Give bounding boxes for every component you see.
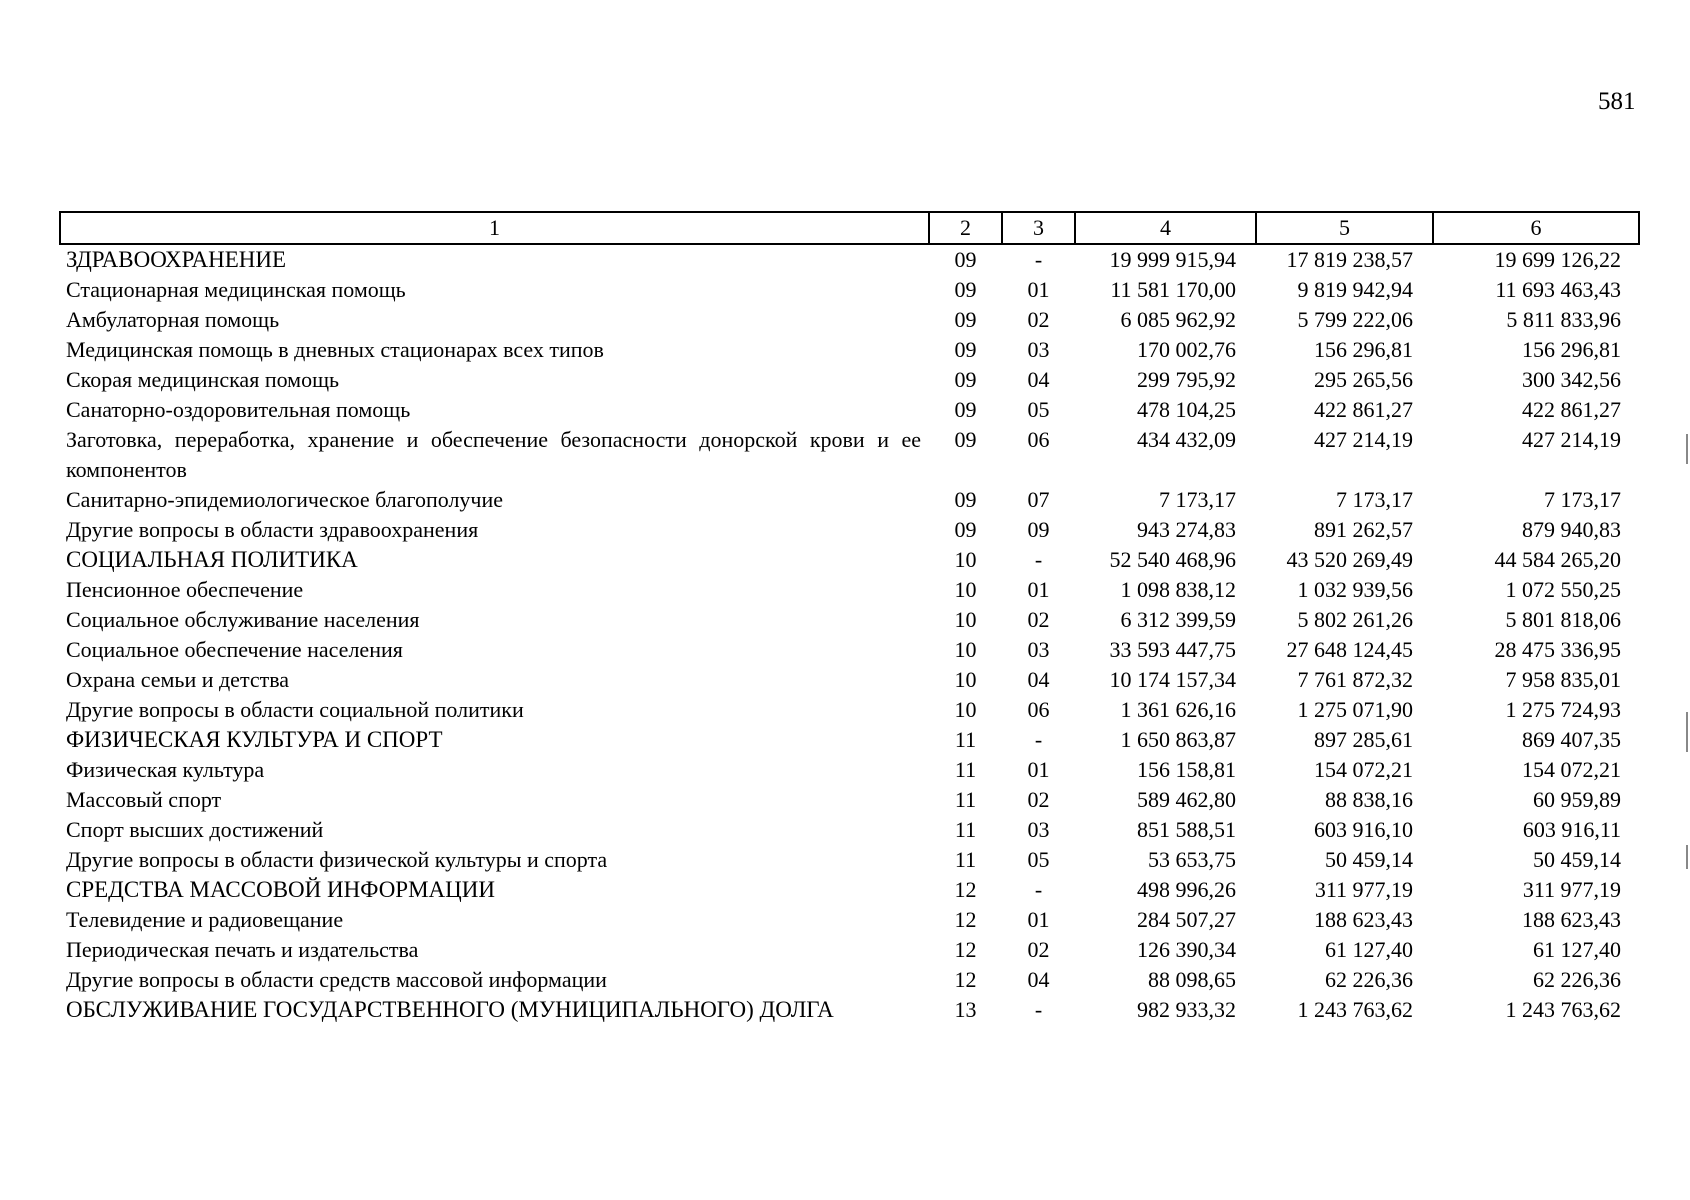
row-name: Скорая медицинская помощь: [66, 367, 340, 392]
row-name-cell: [60, 845, 929, 875]
section-code: 12: [954, 967, 977, 992]
section-code: 09: [954, 247, 977, 272]
subsection-code: -: [1034, 547, 1043, 572]
section-code: 11: [954, 757, 977, 782]
amount-col-6: 61 127,40: [1533, 937, 1621, 962]
subsection-code: 04: [1027, 967, 1050, 992]
section-code: 10: [954, 697, 977, 722]
amount-col-4: 10 174 157,34: [1109, 667, 1236, 692]
section-title: СРЕДСТВА МАССОВОЙ ИНФОРМАЦИИ: [66, 877, 495, 902]
row-name: Охрана семьи и детства: [66, 667, 290, 692]
amount-col-6: 62 226,36: [1533, 967, 1621, 992]
row-name: Стационарная медицинская помощь: [66, 277, 406, 302]
row-name-cell: [60, 815, 929, 845]
amount-col-6: 603 916,11: [1522, 817, 1621, 842]
amount-col-4: 156 158,81: [1137, 757, 1236, 782]
amount-col-4: 33 593 447,75: [1109, 637, 1236, 662]
section-code: 10: [954, 547, 977, 572]
amount-col-6: 1 072 550,25: [1505, 577, 1621, 602]
amount-col-4: 126 390,34: [1137, 937, 1236, 962]
amount-col-6: 1 275 724,93: [1505, 697, 1621, 722]
table-row: [60, 425, 1639, 485]
subsection-code: -: [1034, 997, 1043, 1022]
amount-col-4: 52 540 468,96: [1109, 547, 1236, 572]
amount-col-4: 88 098,65: [1148, 967, 1236, 992]
amount-col-4: 11 581 170,00: [1110, 277, 1236, 302]
table-row: [60, 575, 1639, 605]
amount-col-5: 1 243 763,62: [1297, 997, 1413, 1022]
subsection-code: 01: [1027, 757, 1050, 782]
page-number: 581: [1598, 88, 1636, 115]
table-row: [60, 365, 1639, 395]
amount-col-6: 50 459,14: [1533, 847, 1621, 872]
row-name-cell: [60, 695, 929, 725]
table-row: [60, 965, 1639, 995]
row-name-cell: [60, 875, 929, 905]
row-name-cell: [60, 305, 929, 335]
section-title: ОБСЛУЖИВАНИЕ ГОСУДАРСТВЕННОГО (МУНИЦИПАЛЬНОГО) ДОЛГА: [66, 997, 834, 1022]
row-name-cell: [60, 755, 929, 785]
subsection-code: 01: [1027, 577, 1050, 602]
table-row: [60, 815, 1639, 845]
row-name: Социальное обеспечение населения: [66, 637, 403, 662]
section-code: 11: [954, 787, 977, 812]
table-body: [60, 244, 1639, 1025]
subsection-code: 01: [1027, 277, 1050, 302]
budget-table: [59, 211, 1640, 1025]
section-code: 09: [954, 307, 977, 332]
subsection-code: 04: [1027, 667, 1050, 692]
section-code: 09: [954, 487, 977, 512]
amount-col-6: 28 475 336,95: [1494, 637, 1621, 662]
amount-col-4: 284 507,27: [1137, 907, 1236, 932]
subsection-code: 01: [1027, 907, 1050, 932]
subsection-code: 02: [1027, 307, 1050, 332]
row-name: Телевидение и радиовещание: [66, 907, 344, 932]
row-name-cell: [60, 725, 929, 755]
amount-col-6: 60 959,89: [1533, 787, 1621, 812]
subsection-code: 05: [1027, 847, 1050, 872]
row-name: Спорт высших достижений: [66, 817, 324, 842]
amount-col-4: 7 173,17: [1159, 487, 1236, 512]
subsection-code: -: [1034, 877, 1043, 902]
row-name: Периодическая печать и издательства: [66, 937, 419, 962]
amount-col-6: 154 072,21: [1522, 757, 1621, 782]
section-title: ФИЗИЧЕСКАЯ КУЛЬТУРА И СПОРТ: [66, 727, 443, 752]
subsection-code: 07: [1027, 487, 1050, 512]
subsection-code: 06: [1027, 697, 1050, 722]
subsection-code: 02: [1027, 607, 1050, 632]
row-name-cell: [60, 515, 929, 545]
amount-col-6: 422 861,27: [1522, 397, 1621, 422]
section-code: 12: [954, 877, 977, 902]
amount-col-5: 188 623,43: [1314, 907, 1413, 932]
margin-mark: [1686, 712, 1688, 752]
amount-col-5: 422 861,27: [1314, 397, 1413, 422]
section-title: СОЦИАЛЬНАЯ ПОЛИТИКА: [66, 547, 358, 572]
row-name-cell: [60, 365, 929, 395]
amount-col-5: 295 265,56: [1314, 367, 1413, 392]
amount-col-6: 7 173,17: [1544, 487, 1621, 512]
table-row: [60, 485, 1639, 515]
table-row: [60, 305, 1639, 335]
header-row: [60, 212, 1639, 244]
subsection-code: 05: [1027, 397, 1050, 422]
row-name-cell: [60, 935, 929, 965]
amount-col-5: 61 127,40: [1325, 937, 1413, 962]
row-name: Другие вопросы в области здравоохранения: [66, 517, 479, 542]
row-name-cell: [60, 275, 929, 305]
amount-col-4: 299 795,92: [1137, 367, 1236, 392]
amount-col-6: 427 214,19: [1522, 427, 1621, 452]
section-row: [60, 725, 1639, 755]
margin-mark: [1686, 434, 1688, 464]
amount-col-6: 300 342,56: [1522, 367, 1621, 392]
section-code: 09: [954, 367, 977, 392]
table-row: [60, 935, 1639, 965]
row-name-cell: [60, 635, 929, 665]
section-row: [60, 995, 1639, 1025]
amount-col-5: 5 799 222,06: [1297, 307, 1413, 332]
row-name-cell: [60, 965, 929, 995]
section-code: 11: [954, 847, 977, 872]
row-name-cell: [60, 665, 929, 695]
section-code: 13: [954, 997, 977, 1022]
amount-col-4: 943 274,83: [1137, 517, 1236, 542]
table-row: [60, 605, 1639, 635]
amount-col-5: 7 761 872,32: [1297, 667, 1413, 692]
amount-col-5: 88 838,16: [1325, 787, 1413, 812]
amount-col-6: 11 693 463,43: [1495, 277, 1621, 302]
amount-col-6: 5 811 833,96: [1506, 307, 1621, 332]
amount-col-5: 17 819 238,57: [1286, 247, 1413, 272]
section-code: 10: [954, 667, 977, 692]
amount-col-5: 311 977,19: [1314, 877, 1413, 902]
amount-col-4: 1 361 626,16: [1120, 697, 1236, 722]
row-name: Другие вопросы в области социальной политики: [66, 697, 524, 722]
row-name: Амбулаторная помощь: [66, 307, 280, 332]
amount-col-6: 156 296,81: [1522, 337, 1621, 362]
table-row: [60, 635, 1639, 665]
row-name-cell: [60, 395, 929, 425]
amount-col-6: 869 407,35: [1522, 727, 1621, 752]
amount-col-5: 427 214,19: [1314, 427, 1413, 452]
section-code: 10: [954, 577, 977, 602]
amount-col-4: 1 098 838,12: [1120, 577, 1236, 602]
section-row: [60, 244, 1639, 275]
section-row: [60, 545, 1639, 575]
amount-col-6: 1 243 763,62: [1505, 997, 1621, 1022]
row-name-cell: [60, 545, 929, 575]
amount-col-4: 19 999 915,94: [1109, 247, 1236, 272]
amount-col-6: 44 584 265,20: [1494, 547, 1621, 572]
amount-col-4: 851 588,51: [1137, 817, 1236, 842]
table-row: [60, 515, 1639, 545]
subsection-code: -: [1034, 247, 1043, 272]
section-row: [60, 875, 1639, 905]
amount-col-5: 50 459,14: [1325, 847, 1413, 872]
section-code: 09: [954, 277, 977, 302]
margin-mark: [1686, 845, 1688, 869]
row-name-cell: [60, 605, 929, 635]
section-title: ЗДРАВООХРАНЕНИЕ: [66, 247, 287, 272]
section-code: 09: [954, 337, 977, 362]
row-name: Заготовка, переработка, хранение и обеспечение безопасности донорской крови и ее компонентов: [66, 427, 921, 482]
subsection-code: 03: [1027, 817, 1050, 842]
amount-col-5: 7 173,17: [1336, 487, 1413, 512]
amount-col-6: 188 623,43: [1522, 907, 1621, 932]
amount-col-4: 53 653,75: [1148, 847, 1236, 872]
amount-col-5: 62 226,36: [1325, 967, 1413, 992]
row-name: Физическая культура: [66, 757, 265, 782]
table-row: [60, 785, 1639, 815]
table-row: [60, 275, 1639, 305]
amount-col-5: 154 072,21: [1314, 757, 1413, 782]
header-col-2: 2: [929, 212, 1002, 244]
amount-col-4: 434 432,09: [1137, 427, 1236, 452]
amount-col-4: 478 104,25: [1137, 397, 1236, 422]
header-col-1: 1: [60, 212, 929, 244]
subsection-code: 04: [1027, 367, 1050, 392]
row-name: Санаторно-оздоровительная помощь: [66, 397, 411, 422]
table-row: [60, 695, 1639, 725]
row-name-cell: [60, 575, 929, 605]
amount-col-4: 6 312 399,59: [1120, 607, 1236, 632]
table-header: [60, 212, 1639, 244]
row-name: Другие вопросы в области физической культуры и спорта: [66, 847, 608, 872]
section-code: 10: [954, 607, 977, 632]
amount-col-5: 27 648 124,45: [1286, 637, 1413, 662]
row-name-cell: [60, 425, 929, 485]
amount-col-4: 6 085 962,92: [1120, 307, 1236, 332]
section-code: 12: [954, 937, 977, 962]
header-col-3: 3: [1002, 212, 1075, 244]
section-code: 10: [954, 637, 977, 662]
table-row: [60, 395, 1639, 425]
section-code: 11: [954, 817, 977, 842]
amount-col-5: 897 285,61: [1314, 727, 1413, 752]
row-name-cell: [60, 335, 929, 365]
amount-col-6: 311 977,19: [1522, 877, 1621, 902]
table-row: [60, 845, 1639, 875]
table-row: [60, 335, 1639, 365]
section-code: 09: [954, 427, 977, 452]
header-col-5: 5: [1256, 212, 1433, 244]
amount-col-4: 1 650 863,87: [1120, 727, 1236, 752]
section-code: 09: [954, 517, 977, 542]
amount-col-6: 5 801 818,06: [1505, 607, 1621, 632]
header-col-6: 6: [1433, 212, 1639, 244]
amount-col-5: 891 262,57: [1314, 517, 1413, 542]
amount-col-5: 603 916,10: [1314, 817, 1413, 842]
subsection-code: 03: [1027, 637, 1050, 662]
row-name: Санитарно-эпидемиологическое благополучие: [66, 487, 504, 512]
amount-col-4: 589 462,80: [1137, 787, 1236, 812]
subsection-code: -: [1034, 727, 1043, 752]
amount-col-6: 19 699 126,22: [1494, 247, 1621, 272]
row-name-cell: [60, 785, 929, 815]
amount-col-6: 7 958 835,01: [1505, 667, 1621, 692]
section-code: 11: [954, 727, 977, 752]
row-name: Пенсионное обеспечение: [66, 577, 304, 602]
row-name-cell: [60, 485, 929, 515]
subsection-code: 09: [1027, 517, 1050, 542]
section-code: 09: [954, 397, 977, 422]
row-name-cell: [60, 995, 929, 1025]
subsection-code: 06: [1027, 427, 1050, 452]
amount-col-4: 170 002,76: [1137, 337, 1236, 362]
row-name-cell: [60, 244, 929, 275]
amount-col-5: 5 802 261,26: [1297, 607, 1413, 632]
subsection-code: 02: [1027, 937, 1050, 962]
row-name-cell: [60, 905, 929, 935]
subsection-code: 02: [1027, 787, 1050, 812]
amount-col-4: 498 996,26: [1137, 877, 1236, 902]
amount-col-5: 9 819 942,94: [1297, 277, 1413, 302]
amount-col-5: 156 296,81: [1314, 337, 1413, 362]
amount-col-5: 1 032 939,56: [1297, 577, 1413, 602]
table-row: [60, 755, 1639, 785]
subsection-code: 03: [1027, 337, 1050, 362]
header-col-4: 4: [1075, 212, 1256, 244]
table-row: [60, 905, 1639, 935]
amount-col-5: 1 275 071,90: [1297, 697, 1413, 722]
amount-col-6: 879 940,83: [1522, 517, 1621, 542]
row-name: Массовый спорт: [66, 787, 222, 812]
row-name: Другие вопросы в области средств массовой информации: [66, 967, 607, 992]
row-name: Медицинская помощь в дневных стационарах всех типов: [66, 337, 604, 362]
row-name: Социальное обслуживание населения: [66, 607, 420, 632]
amount-col-5: 43 520 269,49: [1286, 547, 1413, 572]
section-code: 12: [954, 907, 977, 932]
amount-col-4: 982 933,32: [1137, 997, 1236, 1022]
table-row: [60, 665, 1639, 695]
